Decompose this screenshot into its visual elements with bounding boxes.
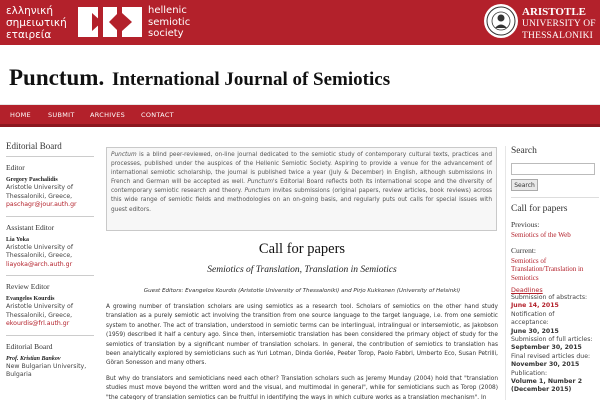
email-link[interactable]: paschagr@jour.auth.gr (6, 201, 77, 208)
current-label: Current: (511, 245, 536, 255)
divider (6, 275, 94, 276)
university-seal-icon[interactable] (484, 4, 518, 38)
board-section: Editorial Board Prof. Kristian Bankov New Bulgarian University, Bulgaria (6, 342, 100, 380)
nav-home[interactable]: HOME (10, 111, 31, 119)
main-content (106, 147, 498, 400)
person-name: Evangelos Kourdis (6, 296, 55, 302)
person-name: Lia Yoka (6, 236, 29, 243)
nav-contact[interactable]: CONTACT (141, 111, 174, 119)
role-label: Review Editor (6, 282, 50, 291)
deadline-date: June 30, 2015 (511, 327, 559, 335)
role-label: Editorial Board (6, 341, 53, 351)
nav-archives[interactable]: ARCHIVES (90, 111, 126, 119)
university-name[interactable]: ARISTOTLE UNIVERSITY OF THESSALONIKI (522, 6, 596, 41)
review-editor-section: Review Editor Evangelos Kourdis Aristotle University of Thessaloniki, Greece, ekourdis@frl.auth.gr (6, 282, 100, 329)
publication-info: (December 2015) (511, 386, 572, 394)
paragraph: But why do translators and semioticians need each other? Translation scholars such as Jeremy Munday (2004) hold that "translation studies must move beyond the written word and the visual, and multimodal in general", while for semioticians such as Torop (2008) "the category of translation semiotics can be fruitful in identifying the ways in which culture works as a translation mechanism". In (106, 375, 498, 400)
editor-section: Editor Gregory Paschalidis Aristotle University of Thessaloniki, Greece, paschagr@jour.auth.gr (6, 163, 100, 210)
role-label: Editor (6, 163, 25, 172)
journal-intro: Punctum is a blind peer-reviewed, on-line journal dedicated to the semiotic study of contemporary cultural texts, practices and processes, published under the auspices of the Hellenic Semiotic Society. Aspiring to provide a venue for the advancement of international semiotic scholarship, the journal is published twice a year (July & December) in English, although submissions in French and German will be accepted as well. Punctum's Editorial Board reflects both its international scope and the diversity of contemporary semiotic research and theory. Punctum invites submissions (original papers, review articles, book reviews) across this wide range of semiotic fields and methodologies on an on-going basis, and regularly puts out calls for special issues with guest editors. (106, 147, 497, 231)
publication-info: Volume 1, Number 2 (511, 378, 583, 386)
deadlines-link[interactable]: Deadlines (511, 286, 543, 294)
top-banner (0, 0, 600, 45)
editorial-sidebar (0, 140, 100, 400)
right-sidebar: Search Search Call for papers Previous: Semiotics of the Web Current: Semiotics of Translation/Translation in Semiotics Deadlines Submission of abstracts: June 14, 2015 Notification of acceptance: June 30, 2015 Submission of full articles: September 30, 2015 Final revised articles due: November 30, 2015 Publication: Volume 1, Number 2 (December 2015) (505, 146, 600, 400)
society-english-name: hellenic semiotic society (148, 5, 191, 39)
society-logo-icon[interactable] (78, 7, 142, 37)
journal-title[interactable]: Punctum. International Journal of Semiotics (9, 65, 391, 90)
divider (6, 335, 94, 336)
cfp-subtitle: Semiotics of Translation, Translation in Semiotics (207, 265, 397, 275)
page-title: Call for papers (258, 241, 346, 257)
cfp-heading: Call for papers (511, 204, 568, 214)
person-name: Prof. Kristian Bankov (6, 355, 61, 362)
editorial-board-heading: Editorial Board (6, 141, 62, 151)
person-name: Gregory Paschalidis (6, 177, 58, 183)
deadline-date: November 30, 2015 (511, 361, 580, 369)
deadline-date: September 30, 2015 (511, 344, 582, 352)
guest-editors: Guest Editors: Evangelos Kourdis (Aristotle University of Thessaloniki) and Pirjo Kukkonen (University of Helsinki) (143, 288, 461, 294)
role-label: Assistant Editor (6, 222, 55, 232)
main-nav (0, 105, 600, 127)
masthead (0, 45, 600, 105)
current-cfp-link[interactable]: Semiotics of Translation/Translation in Semiotics (511, 256, 584, 282)
search-input[interactable] (511, 163, 595, 175)
assistant-editor-section: Assistant Editor Lia Yoka Aristotle University of Thessaloniki, Greece, liayoka@arch.auth.gr (6, 223, 100, 270)
search-button[interactable]: Search (511, 179, 538, 191)
divider (6, 156, 94, 157)
deadline-date: June 14, 2015 (511, 302, 559, 310)
email-link[interactable]: liayoka@arch.auth.gr (6, 260, 73, 268)
society-greek-name: ελληνική σημειωτική εταιρεία (6, 5, 67, 41)
email-link[interactable]: ekourdis@frl.auth.gr (6, 320, 70, 327)
divider (6, 216, 94, 217)
paragraph: A growing number of translation scholars are using semiotics as a research tool. Scholars of semiotics on the other hand study translation as a purely semiotic act involving the transition from one source language to the target language, i.e. from one semiotic system to another. The act of translation, understood in semiotic terms can be interlingual, intralingual or intersemiotic, as Jakobson (1959) described it half a century ago. Since then, intersemiotic translation has been considered the primary object of study for the semiotics of translation by a significant number of translation scholars. In general, the contribution of semiotics to translation has been analytically explored by semioticians such as Yuri Lotman, Dinda Gorlée, Peeter Torop, Paolo Fabbri, Umberto Eco, Susan Petrilli, Göran Sonesson and many others. (106, 304, 498, 367)
divider (511, 197, 599, 198)
nav-submit[interactable]: SUBMIT (48, 111, 75, 119)
previous-cfp-link[interactable]: Semiotics of the Web (511, 231, 571, 239)
search-heading: Search (511, 146, 537, 156)
previous-label: Previous: (511, 220, 540, 229)
